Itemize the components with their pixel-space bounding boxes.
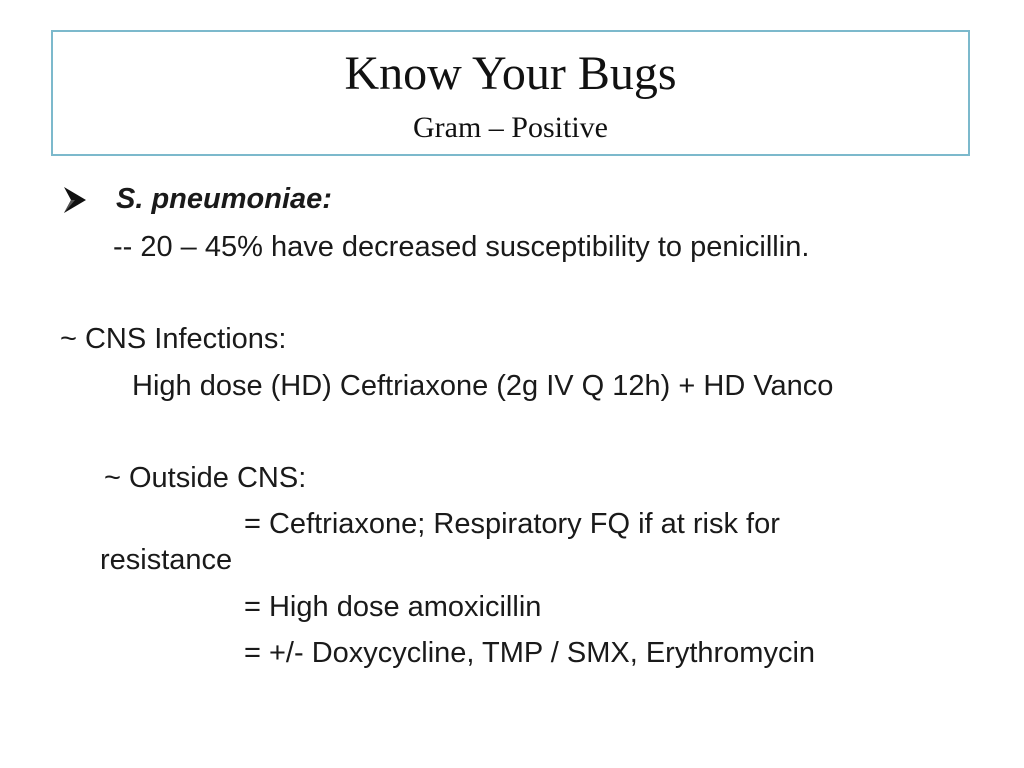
outside-cns-heading: ~ Outside CNS: xyxy=(104,462,307,494)
cns-treatment: High dose (HD) Ceftriaxone (2g IV Q 12h) + HD Vanco xyxy=(132,370,834,402)
outside-cns-option-2: = High dose amoxicillin xyxy=(244,591,542,623)
cns-heading: ~ CNS Infections: xyxy=(60,323,287,355)
arrowhead-bullet-icon xyxy=(62,185,88,215)
slide-subtitle: Gram – Positive xyxy=(413,111,608,144)
title-box xyxy=(51,30,970,156)
outside-cns-option-1-continued: resistance xyxy=(100,544,233,576)
slide-title: Know Your Bugs xyxy=(344,47,677,100)
outside-cns-option-1: = Ceftriaxone; Respiratory FQ if at risk for xyxy=(244,508,780,540)
outside-cns-option-3: = +/- Doxycycline, TMP / SMX, Erythromycin xyxy=(244,637,816,669)
organism-name: S. pneumoniae: xyxy=(116,183,332,215)
susceptibility-note: -- 20 – 45% have decreased susceptibility to penicillin. xyxy=(113,231,810,263)
